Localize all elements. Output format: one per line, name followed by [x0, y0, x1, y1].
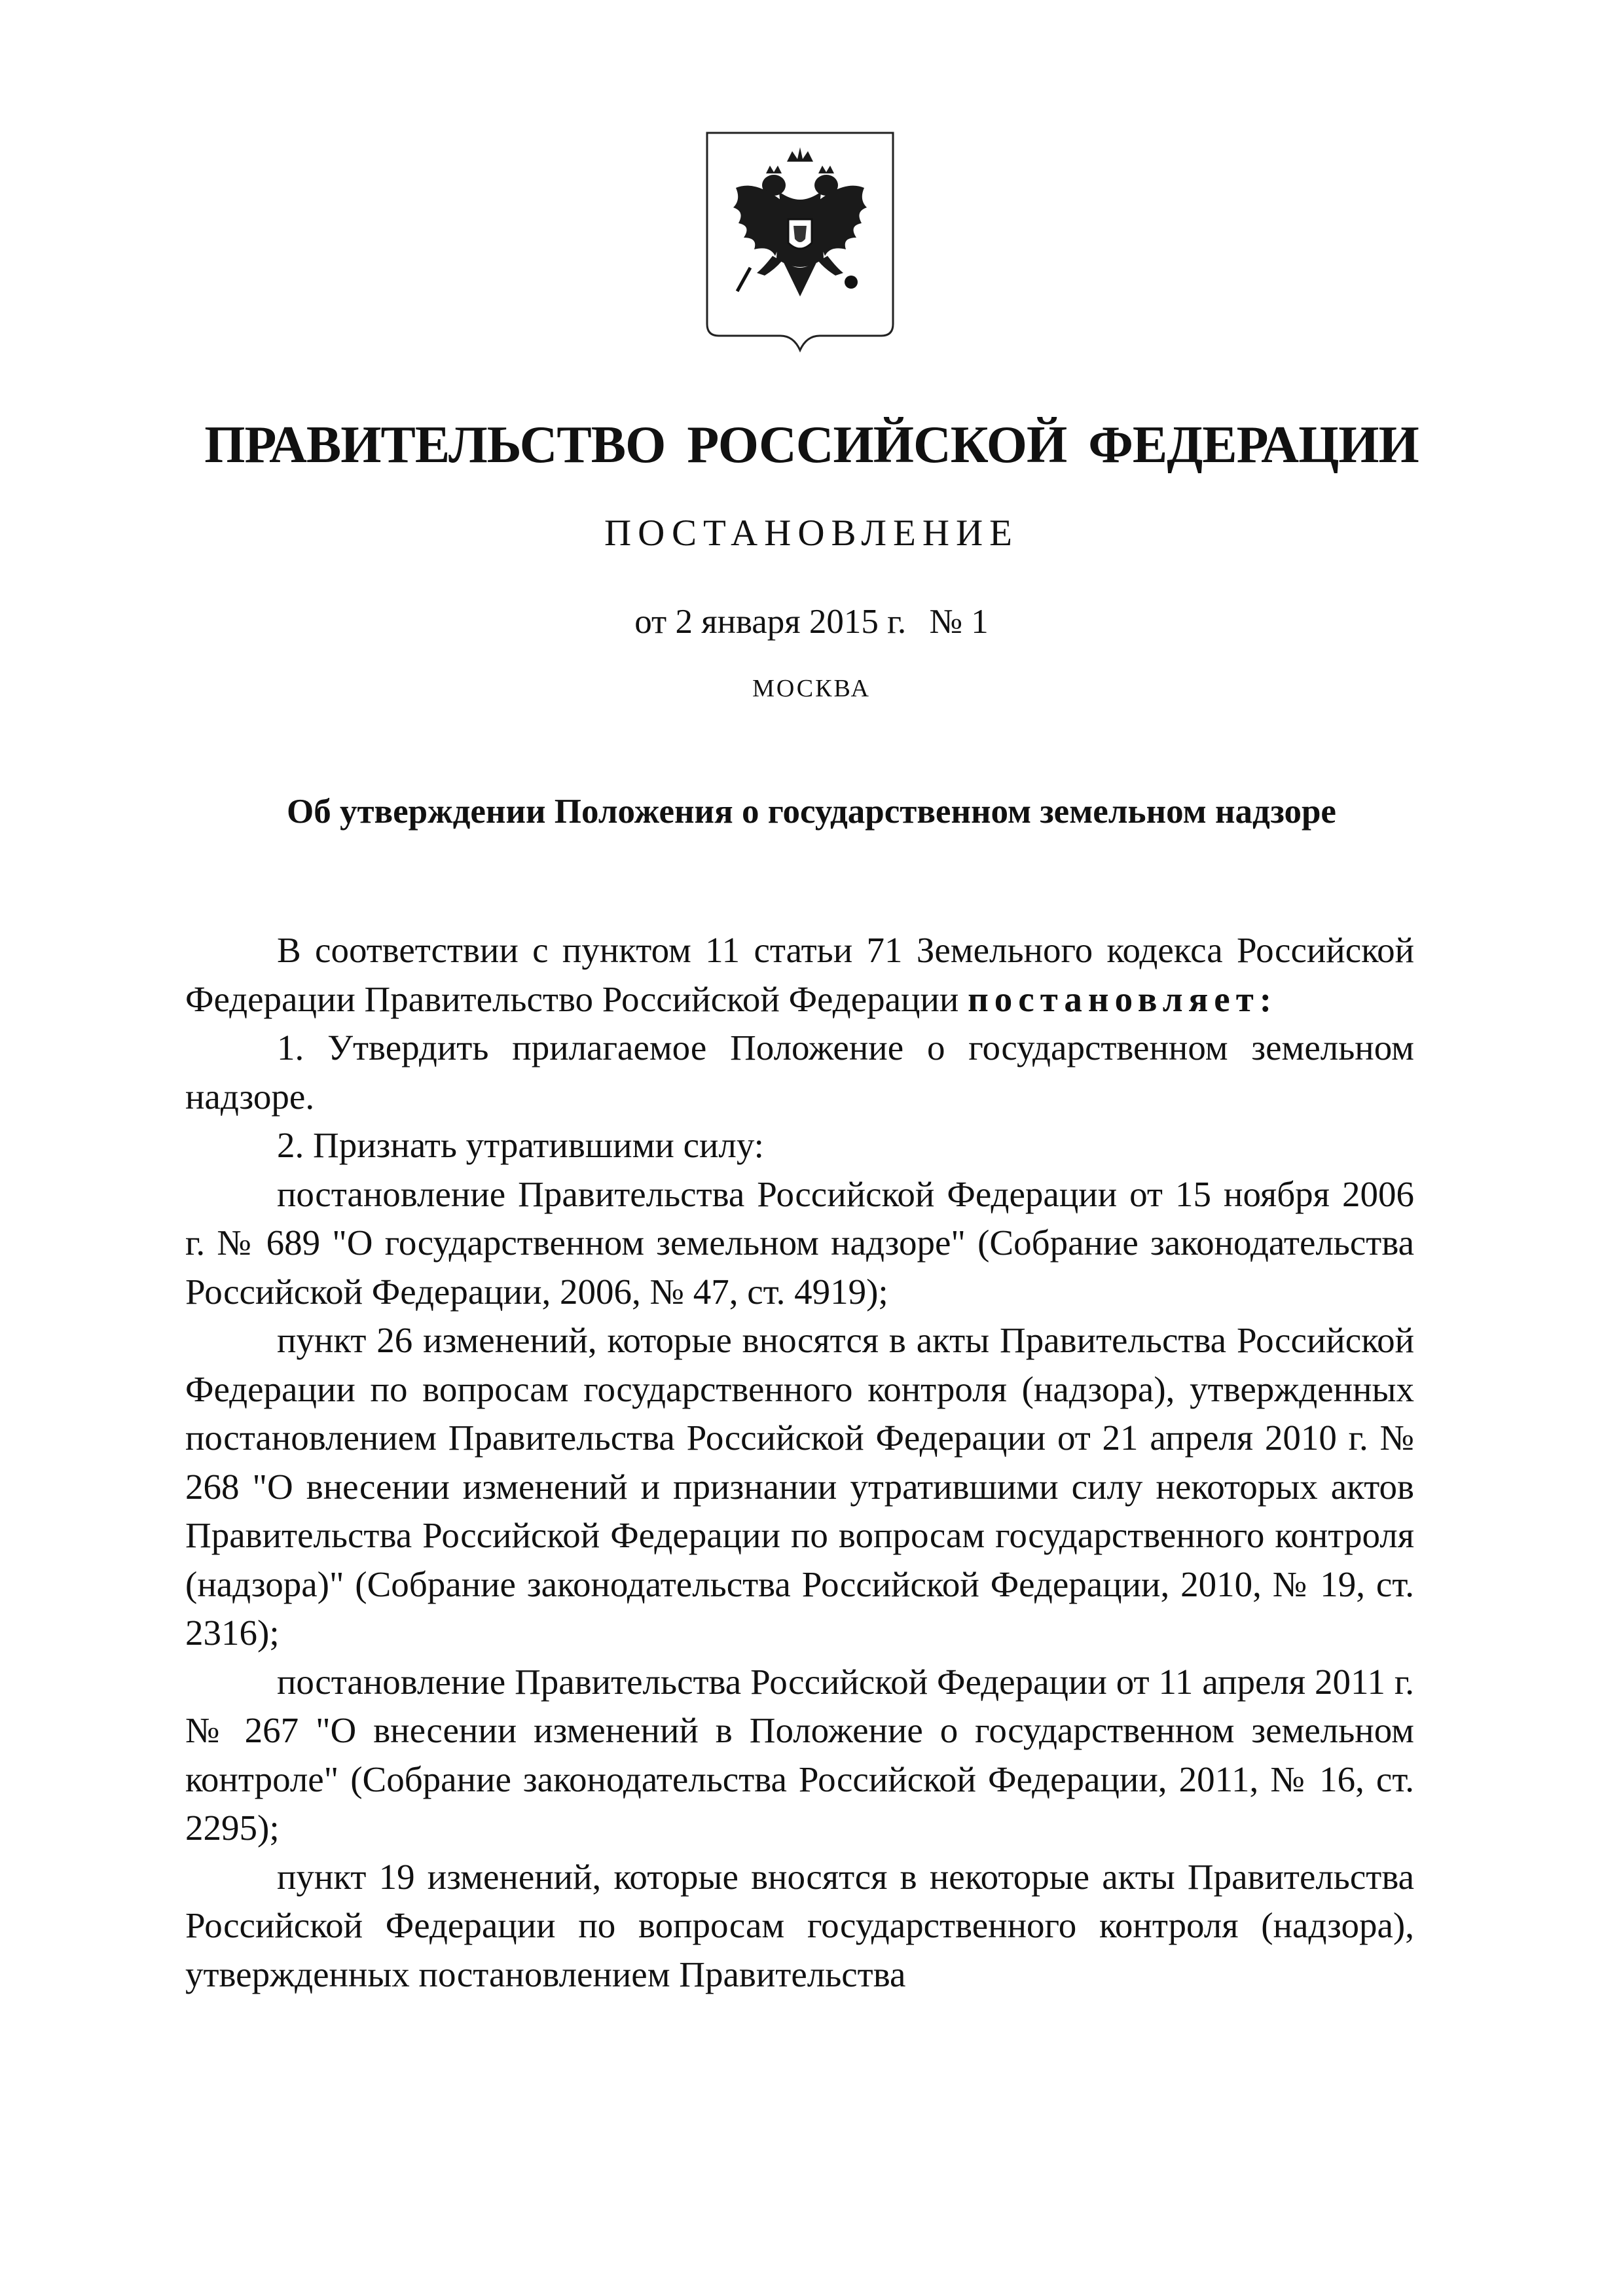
intro-text: В соответствии с пунктом 11 статьи 71 Земельного кодекса Российской Федерации Правительство Российской Федерации	[185, 930, 1414, 1019]
body-paragraph-2: 2. Признать утратившими силу:	[277, 1125, 764, 1165]
decree-number: 1	[971, 603, 989, 641]
body-paragraph-6: пункт 19 изменений, которые вносятся в некоторые акты Правительства Российской Федерации по вопросам государственного контроля (надзора), утвержденных постановлением Правительства	[185, 1856, 1414, 1994]
number-sign: №	[929, 603, 963, 641]
body-paragraph-1: 1. Утвердить прилагаемое Положение о государственном земельном надзоре.	[185, 1028, 1414, 1117]
date-line	[0, 602, 1623, 641]
decree-date: от 2 января 2015 г.	[634, 603, 907, 641]
city: МОСКВА	[752, 675, 871, 702]
resolves-word: постановляет:	[968, 978, 1278, 1019]
body-paragraph-5: постановление Правительства Российской Федерации от 11 апреля 2011 г. № 267 "О внесении изменений в Положение о государственном земельном контроле" (Собрание законодательства Российской Федерации, 2011, № 16, ст. 2295);	[185, 1661, 1414, 1848]
government-title: ПРАВИТЕЛЬСТВО РОССИЙСКОЙ ФЕДЕРАЦИИ	[204, 416, 1419, 474]
coat-of-arms-emblem	[702, 128, 898, 363]
document-subject: Об утверждении Положения о государственном земельном надзоре	[287, 793, 1336, 831]
document-body	[185, 926, 1414, 1999]
body-paragraph-4: пункт 26 изменений, которые вносятся в акты Правительства Российской Федерации по вопросам государственного контроля (надзора), утвержденных постановлением Правительства Российской Федерации от 21 апреля 2010 г. № 268 "О внесении изменений и признании утратившими силу некоторых актов Правительства Российской Федерации по вопросам государственного контроля (надзора)" (Собрание законодательства Российской Федерации, 2010, № 19, ст. 2316);	[185, 1320, 1414, 1653]
body-intro	[185, 926, 1414, 1024]
document-type: ПОСТАНОВЛЕНИЕ	[604, 512, 1019, 554]
body-paragraph-3: постановление Правительства Российской Федерации от 15 ноября 2006 г. № 689 "О государственном земельном надзоре" (Собрание законодательства Российской Федерации, 2006, № 47, ст. 4919);	[185, 1174, 1414, 1312]
